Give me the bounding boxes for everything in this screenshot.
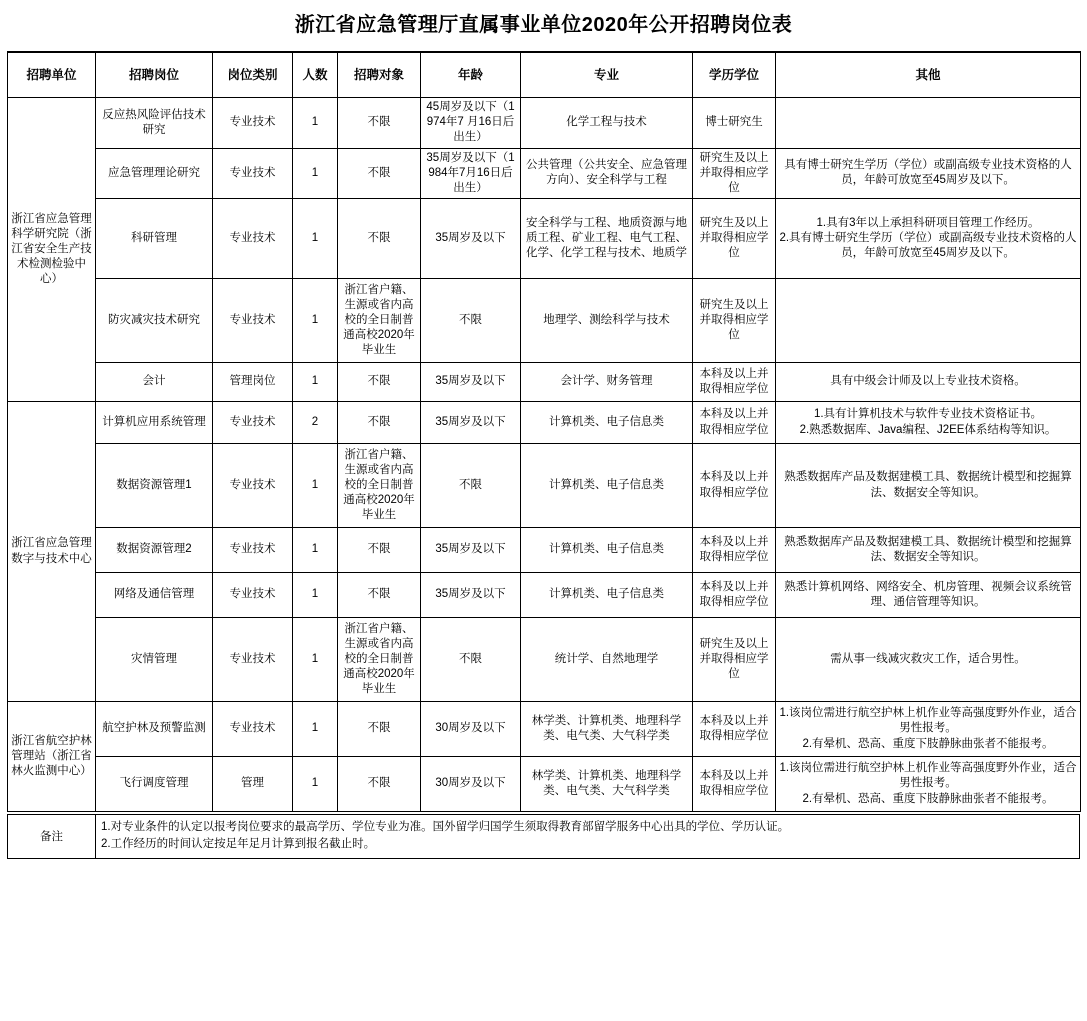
table-row — [8, 757, 1081, 812]
page-title: 浙江省应急管理厅直属事业单位2020年公开招聘岗位表 — [294, 14, 793, 36]
cell-other: 1.具有3年以上承担科研项目管理工作经历。 2.具有博士研究生学历（学位）或副高级专业技术资格的人员，年龄可放宽至45周岁及以下。 — [776, 199, 1081, 279]
cell-count: 1 — [293, 148, 338, 199]
cell-other: 1.该岗位需进行航空护林上机作业等高强度野外作业，适合男性报考。 2.有晕机、恐高、重度下肢静脉曲张者不能报考。 — [776, 757, 1081, 812]
cell-post: 航空护林及预警监测 — [96, 702, 213, 757]
cell-age: 不限 — [421, 279, 521, 363]
cell-degree: 本科及以上并取得相应学位 — [693, 573, 776, 618]
cell-count: 1 — [293, 444, 338, 528]
cell-category: 专业技术 — [213, 279, 293, 363]
cell-target: 不限 — [338, 363, 421, 402]
cell-unit-name: 浙江省航空护林管理站（浙江省林火监测中心） — [8, 702, 96, 812]
cell-other — [776, 279, 1081, 363]
remarks-row — [8, 815, 1080, 859]
cell-category: 专业技术 — [213, 573, 293, 618]
cell-degree: 本科及以上并取得相应学位 — [693, 444, 776, 528]
cell-category: 专业技术 — [213, 444, 293, 528]
cell-other: 1.具有计算机技术与软件专业技术资格证书。 2.熟悉数据库、Java编程、J2EE体系结构等知识。 — [776, 402, 1081, 444]
column-header-degree: 学历学位 — [693, 52, 776, 98]
cell-category: 专业技术 — [213, 402, 293, 444]
column-header-count: 人数 — [293, 52, 338, 98]
table-row — [8, 618, 1081, 702]
cell-age: 45周岁及以下（1974年7 月16日后出生） — [421, 98, 521, 149]
cell-category: 管理 — [213, 757, 293, 812]
cell-age: 35周岁及以下 — [421, 528, 521, 573]
cell-target: 不限 — [338, 528, 421, 573]
cell-degree: 本科及以上并取得相应学位 — [693, 363, 776, 402]
cell-post: 科研管理 — [96, 199, 213, 279]
table-row — [8, 98, 1081, 149]
column-header-major: 专业 — [521, 52, 693, 98]
cell-post: 灾情管理 — [96, 618, 213, 702]
cell-age: 30周岁及以下 — [421, 757, 521, 812]
recruitment-table — [7, 51, 1081, 812]
cell-major: 计算机类、电子信息类 — [521, 402, 693, 444]
cell-major: 公共管理（公共安全、应急管理方向）、安全科学与工程 — [521, 148, 693, 199]
cell-target: 浙江省户籍、生源或省内高校的全日制普通高校2020年毕业生 — [338, 444, 421, 528]
cell-target: 不限 — [338, 573, 421, 618]
cell-target: 不限 — [338, 757, 421, 812]
cell-degree: 研究生及以上并取得相应学位 — [693, 199, 776, 279]
cell-unit-name: 浙江省应急管理数字与技术中心 — [8, 402, 96, 702]
cell-post: 会计 — [96, 363, 213, 402]
column-header-other: 其他 — [776, 52, 1081, 98]
table-row — [8, 363, 1081, 402]
cell-degree: 研究生及以上并取得相应学位 — [693, 279, 776, 363]
cell-degree: 本科及以上并取得相应学位 — [693, 702, 776, 757]
table-row — [8, 444, 1081, 528]
cell-post: 应急管理理论研究 — [96, 148, 213, 199]
cell-major: 会计学、财务管理 — [521, 363, 693, 402]
remarks-line: 1.对专业条件的认定以报考岗位要求的最高学历、学位专业为准。国外留学归国学生须取得教育部留学服务中心出具的学位、学历认证。 — [101, 821, 790, 834]
cell-count: 1 — [293, 528, 338, 573]
cell-age: 不限 — [421, 444, 521, 528]
cell-target: 不限 — [338, 702, 421, 757]
cell-category: 专业技术 — [213, 148, 293, 199]
cell-age: 35周岁及以下 — [421, 573, 521, 618]
cell-target: 浙江省户籍、生源或省内高校的全日制普通高校2020年毕业生 — [338, 279, 421, 363]
cell-major: 化学工程与技术 — [521, 98, 693, 149]
cell-post: 飞行调度管理 — [96, 757, 213, 812]
cell-other: 熟悉数据库产品及数据建模工具、数据统计模型和挖掘算法、数据安全等知识。 — [776, 528, 1081, 573]
cell-major: 林学类、计算机类、地理科学类、电气类、大气科学类 — [521, 702, 693, 757]
cell-post: 防灾减灾技术研究 — [96, 279, 213, 363]
cell-unit-name: 浙江省应急管理科学研究院（浙江省安全生产技术检测检验中心） — [8, 98, 96, 402]
cell-target: 不限 — [338, 199, 421, 279]
cell-other: 熟悉计算机网络、网络安全、机房管理、视频会议系统管理、通信管理等知识。 — [776, 573, 1081, 618]
table-header — [8, 52, 1081, 98]
cell-other: 1.该岗位需进行航空护林上机作业等高强度野外作业，适合男性报考。 2.有晕机、恐高、重度下肢静脉曲张者不能报考。 — [776, 702, 1081, 757]
footer-wrap — [7, 814, 1080, 859]
cell-major: 计算机类、电子信息类 — [521, 573, 693, 618]
cell-age: 35周岁及以下 — [421, 363, 521, 402]
cell-category: 专业技术 — [213, 98, 293, 149]
cell-category: 专业技术 — [213, 702, 293, 757]
cell-other: 具有博士研究生学历（学位）或副高级专业技术资格的人员，年龄可放宽至45周岁及以下。 — [776, 148, 1081, 199]
cell-major: 统计学、自然地理学 — [521, 618, 693, 702]
cell-target: 不限 — [338, 148, 421, 199]
cell-count: 1 — [293, 199, 338, 279]
cell-major: 安全科学与工程、地质资源与地质工程、矿业工程、电气工程、化学、化学工程与技术、地质学 — [521, 199, 693, 279]
cell-degree: 博士研究生 — [693, 98, 776, 149]
cell-category: 专业技术 — [213, 199, 293, 279]
header-row — [8, 52, 1081, 98]
cell-post: 数据资源管理1 — [96, 444, 213, 528]
cell-age: 35周岁及以下（1984年7月16日后出生） — [421, 148, 521, 199]
cell-other: 熟悉数据库产品及数据建模工具、数据统计模型和挖掘算法、数据安全等知识。 — [776, 444, 1081, 528]
cell-count: 1 — [293, 757, 338, 812]
cell-degree: 本科及以上并取得相应学位 — [693, 757, 776, 812]
table-row — [8, 702, 1081, 757]
column-header-age: 年龄 — [421, 52, 521, 98]
cell-count: 1 — [293, 279, 338, 363]
table-row — [8, 148, 1081, 199]
cell-age: 35周岁及以下 — [421, 199, 521, 279]
cell-category: 管理岗位 — [213, 363, 293, 402]
column-header-target: 招聘对象 — [338, 52, 421, 98]
table-row — [8, 402, 1081, 444]
cell-count: 1 — [293, 573, 338, 618]
table-row — [8, 199, 1081, 279]
remarks-label: 备注 — [8, 815, 96, 859]
cell-other: 需从事一线减灾救灾工作，适合男性。 — [776, 618, 1081, 702]
cell-post: 反应热风险评估技术研究 — [96, 98, 213, 149]
cell-age: 30周岁及以下 — [421, 702, 521, 757]
cell-other — [776, 98, 1081, 149]
cell-major: 计算机类、电子信息类 — [521, 444, 693, 528]
cell-target: 浙江省户籍、生源或省内高校的全日制普通高校2020年毕业生 — [338, 618, 421, 702]
table-row — [8, 528, 1081, 573]
cell-target: 不限 — [338, 98, 421, 149]
column-header-post: 招聘岗位 — [96, 52, 213, 98]
cell-degree: 本科及以上并取得相应学位 — [693, 528, 776, 573]
cell-count: 1 — [293, 98, 338, 149]
remarks-line: 2.工作经历的时间认定按足年足月计算到报名截止时。 — [101, 838, 376, 851]
column-header-category: 岗位类别 — [213, 52, 293, 98]
cell-age: 35周岁及以下 — [421, 402, 521, 444]
cell-degree: 研究生及以上并取得相应学位 — [693, 618, 776, 702]
cell-post: 数据资源管理2 — [96, 528, 213, 573]
cell-post: 网络及通信管理 — [96, 573, 213, 618]
cell-age: 不限 — [421, 618, 521, 702]
cell-count: 1 — [293, 618, 338, 702]
cell-other: 具有中级会计师及以上专业技术资格。 — [776, 363, 1081, 402]
remarks-table — [7, 814, 1080, 859]
cell-count: 2 — [293, 402, 338, 444]
cell-major: 林学类、计算机类、地理科学类、电气类、大气科学类 — [521, 757, 693, 812]
cell-post: 计算机应用系统管理 — [96, 402, 213, 444]
table-body — [8, 98, 1081, 812]
table-row — [8, 279, 1081, 363]
cell-degree: 研究生及以上并取得相应学位 — [693, 148, 776, 199]
cell-major: 计算机类、电子信息类 — [521, 528, 693, 573]
cell-count: 1 — [293, 363, 338, 402]
column-header-unit: 招聘单位 — [8, 52, 96, 98]
remarks-body — [96, 815, 1080, 859]
cell-category: 专业技术 — [213, 528, 293, 573]
cell-count: 1 — [293, 702, 338, 757]
table-row — [8, 573, 1081, 618]
cell-target: 不限 — [338, 402, 421, 444]
cell-degree: 本科及以上并取得相应学位 — [693, 402, 776, 444]
cell-major: 地理学、测绘科学与技术 — [521, 279, 693, 363]
cell-category: 专业技术 — [213, 618, 293, 702]
